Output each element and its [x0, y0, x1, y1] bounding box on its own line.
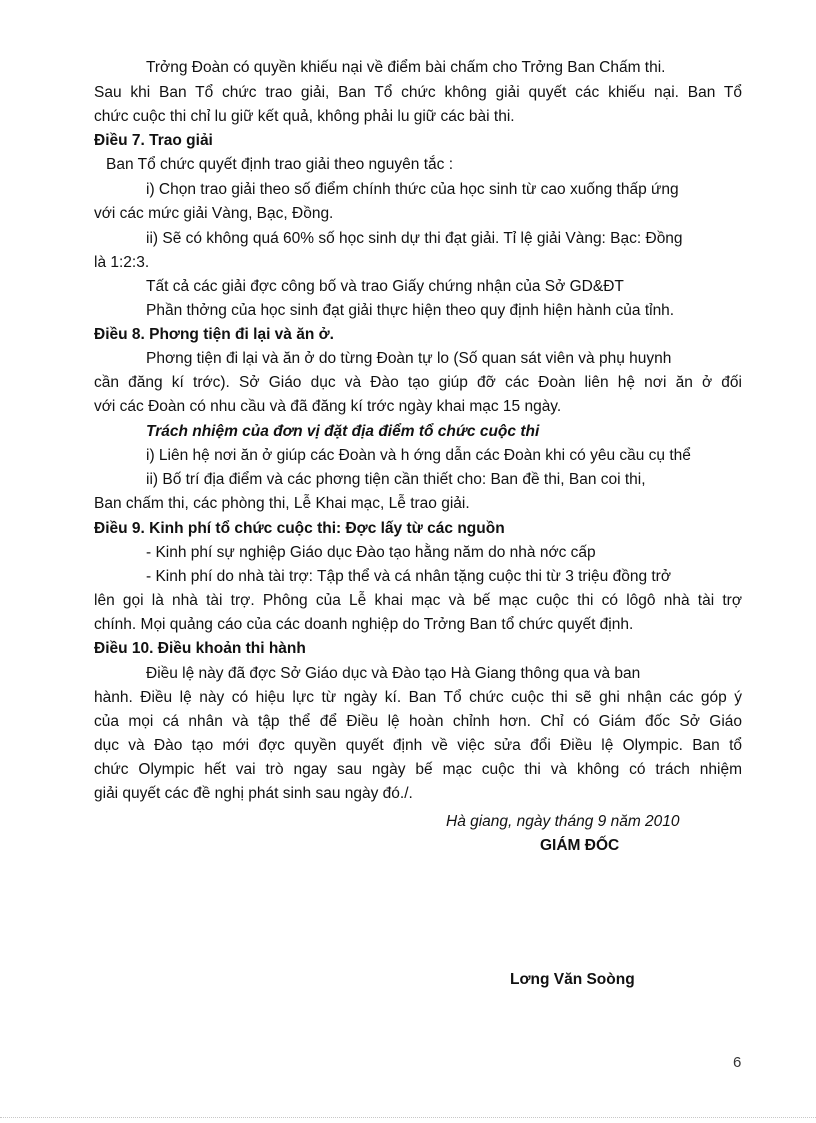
paragraph-line: chính. Mọi quảng cáo của các doanh nghiệp do Trởng Ban tổ chức quyết định. [94, 616, 634, 633]
paragraph-line: của mọi cá nhân và tập thể để Điều lệ hoàn chỉnh hơn. Chỉ có Giám đốc Sở Giáo [94, 713, 742, 730]
paragraph-line: Ban chấm thi, các phòng thi, Lễ Khai mạc, Lễ trao giải. [94, 495, 470, 512]
subsection-heading: Trách nhiệm của đơn vị đặt địa điểm tổ chức cuộc thi [146, 423, 540, 440]
paragraph-line: là 1:2:3. [94, 254, 150, 271]
signature-title: GIÁM ĐỐC [540, 837, 620, 854]
paragraph-line: chức Olympic hết vai trò ngay sau ngày bế mạc cuộc thi và không có trách nhiệm [94, 761, 742, 778]
section-heading: Điều 7. Trao giải [94, 132, 213, 149]
paragraph-line: giải quyết các đề nghị phát sinh sau ngày đó./. [94, 785, 413, 802]
page-bottom-divider [0, 1117, 816, 1118]
paragraph-line: Ban Tổ chức quyết định trao giải theo nguyên tắc : [106, 156, 454, 173]
signature-date: Hà giang, ngày tháng 9 năm 2010 [446, 813, 680, 830]
paragraph-line: - Kinh phí sự nghiệp Giáo dục Đào tạo hằng năm do nhà nớc cấp [146, 544, 596, 561]
paragraph-line: chức cuộc thi chỉ lu giữ kết quả, không phải lu giữ các bài thi. [94, 108, 515, 125]
section-heading: Điều 8. Phơng tiện đi lại và ăn ở. [94, 326, 334, 343]
paragraph-line: i) Chọn trao giải theo số điểm chính thức của học sinh từ cao xuống thấp ứng [146, 181, 679, 198]
paragraph-line: ii) Bố trí địa điểm và các phơng tiện cần thiết cho: Ban đề thi, Ban coi thi, [146, 471, 646, 488]
paragraph-line: hành. Điều lệ này có hiệu lực từ ngày kí. Ban Tổ chức cuộc thi sẽ ghi nhận các góp ý [94, 689, 742, 706]
paragraph-line: dục và Đào tạo mới đợc quyền quyết định về việc sửa đổi Điều lệ Olympic. Ban tổ [94, 737, 742, 754]
section-heading: Điều 9. Kinh phí tổ chức cuộc thi: Đợc lấy từ các nguồn [94, 520, 505, 537]
paragraph-line: Phần thởng của học sinh đạt giải thực hiện theo quy định hiện hành của tỉnh. [146, 302, 675, 319]
page-number: 6 [733, 1054, 742, 1071]
paragraph-line: Tất cả các giải đợc công bố và trao Giấy chứng nhận của Sở GD&ĐT [146, 278, 624, 295]
paragraph-line: i) Liên hệ nơi ăn ở giúp các Đoàn và h ớng dẫn các Đoàn khi có yêu cầu cụ thể [146, 447, 691, 464]
paragraph-line: với các Đoàn có nhu cầu và đã đăng kí trớc ngày khai mạc 15 ngày. [94, 398, 562, 415]
paragraph-line: Sau khi Ban Tổ chức trao giải, Ban Tổ chức không giải quyết các khiếu nại. Ban Tổ [94, 84, 742, 101]
section-heading: Điều 10. Điều khoản thi hành [94, 640, 306, 657]
paragraph-line: Phơng tiện đi lại và ăn ở do từng Đoàn tự lo (Số quan sát viên và phụ huynh [146, 350, 672, 367]
paragraph-line: cần đăng kí trớc). Sở Giáo dục và Đào tạo giúp đỡ các Đoàn liên hệ nơi ăn ở đối [94, 374, 742, 391]
paragraph-line: Điều lệ này đã đợc Sở Giáo dục và Đào tạo Hà Giang thông qua và ban [146, 665, 641, 682]
paragraph-line: Trởng Đoàn có quyền khiếu nại về điểm bài chấm cho Trởng Ban Chấm thi. [146, 59, 666, 76]
paragraph-line: với các mức giải Vàng, Bạc, Đồng. [94, 205, 334, 222]
paragraph-line: - Kinh phí do nhà tài trợ: Tập thể và cá nhân tặng cuộc thi từ 3 triệu đồng trở [146, 568, 672, 585]
signature-name: Lơng Văn Soòng [510, 971, 635, 988]
paragraph-line: ii) Sẽ có không quá 60% số học sinh dự thi đạt giải. Tỉ lệ giải Vàng: Bạc: Đồng [146, 230, 683, 247]
paragraph-line: lên gọi là nhà tài trợ. Phông của Lễ khai mạc và bế mạc cuộc thi có lôgô nhà tài trợ [94, 592, 742, 609]
